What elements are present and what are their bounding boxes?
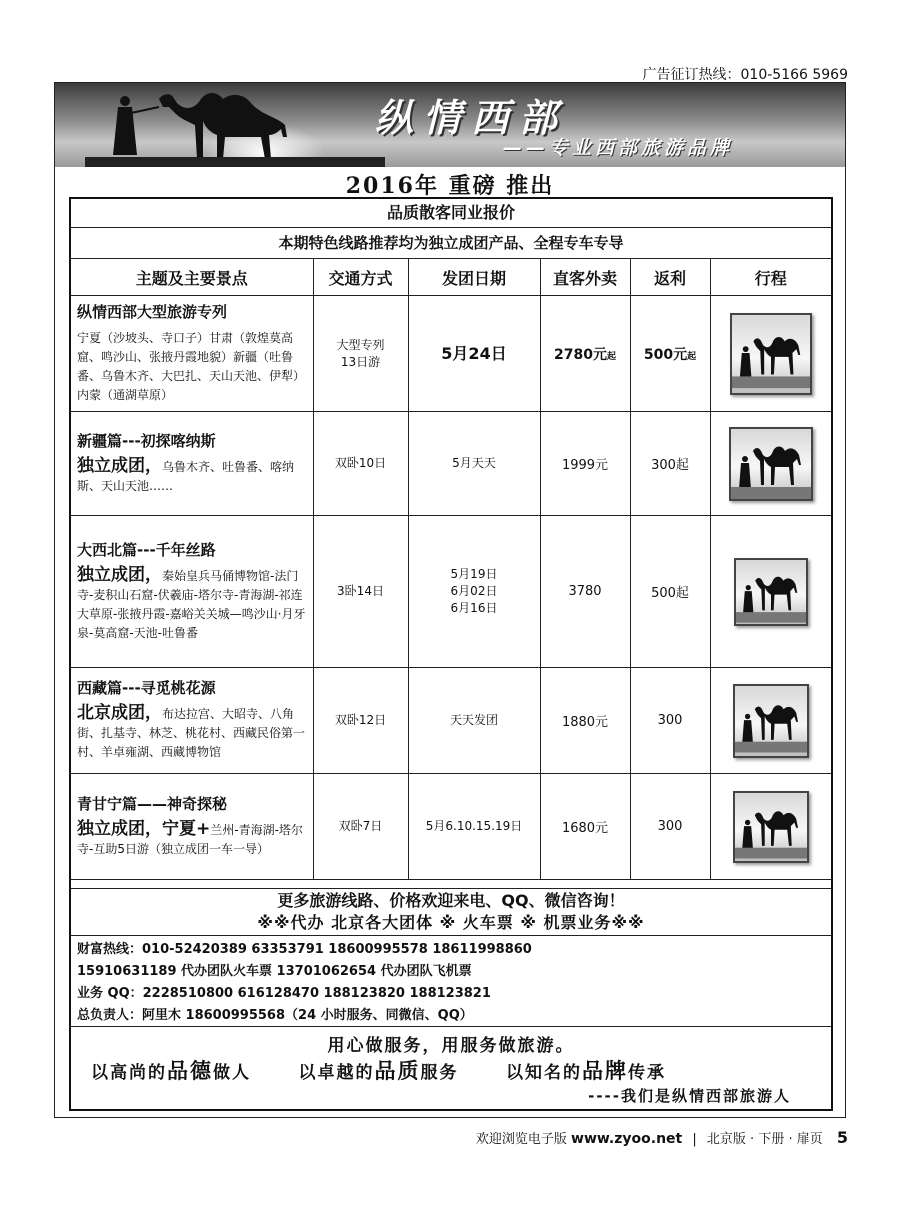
price-unit: 起 xyxy=(606,351,616,362)
route-theme-cell xyxy=(71,668,313,774)
route-theme-cell xyxy=(71,296,313,412)
itinerary-cell[interactable] xyxy=(710,668,831,774)
route-title: 新疆篇---初探喀纳斯 xyxy=(77,431,216,450)
camel-photo-icon xyxy=(734,558,808,626)
price-board xyxy=(69,197,833,1111)
rebate-cell xyxy=(630,516,710,668)
transport-cell xyxy=(313,668,408,774)
dates-cell xyxy=(408,668,540,774)
route-lead: 独立成团， xyxy=(77,455,162,476)
page-number: 5 xyxy=(836,1128,848,1147)
rebate-value: 300起 xyxy=(651,458,689,473)
column-header-theme: 主题及主要景点 xyxy=(71,259,313,296)
table-row xyxy=(71,516,831,668)
table-subtitle: 本期特色线路推荐均为独立成团产品、全程专车专导 xyxy=(71,228,831,259)
price-cell xyxy=(540,296,630,412)
dates-cell xyxy=(408,774,540,880)
table-header-row xyxy=(71,259,831,296)
departure-date: 5月6.10.15.19日 xyxy=(425,819,523,833)
contact-block xyxy=(77,939,825,1027)
price-cell xyxy=(540,516,630,668)
contact-line: 财富热线：010-52420389 63353791 18600995578 18611998860 xyxy=(77,942,532,957)
contact-line: 15910631189 代办团队火车票 13701062654 代办团队飞机票 xyxy=(77,964,472,979)
route-detail: 兰州-青海湖-塔尔寺-互助5日游（独立成团一车一导） xyxy=(77,822,303,856)
camel-caravan-silhouette-icon xyxy=(85,85,385,167)
itinerary-cell[interactable] xyxy=(710,516,831,668)
contact-line: 总负责人：阿里木 18600995568（24 小时服务、同微信、QQ） xyxy=(77,1008,473,1023)
route-title: 西藏篇---寻觅桃花源 xyxy=(77,679,216,697)
transport-cell xyxy=(313,516,408,668)
motto-block xyxy=(71,1026,831,1112)
column-header-dates: 发团日期 xyxy=(408,259,540,296)
column-header-price: 直客外卖 xyxy=(540,259,630,296)
transport-line: 3卧14日 xyxy=(337,584,384,598)
rebate-cell xyxy=(630,296,710,412)
route-detail: 布达拉宫、大昭寺、八角街、扎基寺、林芝、桃花村、西藏民俗第一村、羊卓雍湖、西藏博物馆 xyxy=(77,707,306,759)
motto-signature: ----我们是纵情西部旅游人 xyxy=(588,1087,791,1105)
itinerary-cell[interactable] xyxy=(710,774,831,880)
dates-cell xyxy=(408,516,540,668)
motto-text: 传承 xyxy=(628,1063,667,1083)
brand-name: 纵情西部 xyxy=(375,95,568,140)
rebate-value: 500起 xyxy=(651,586,689,601)
footer-edition: 北京版 · 下册 · 扉页 xyxy=(706,1132,823,1147)
table-row xyxy=(71,296,831,412)
route-lead: 独立成团， xyxy=(77,564,162,585)
transport-cell xyxy=(313,774,408,880)
ad-hotline: 广告征订热线：010-5166 5969 xyxy=(642,67,848,83)
route-title: 大西北篇---千年丝路 xyxy=(77,540,216,559)
table-row xyxy=(71,774,831,880)
footer-site-link[interactable]: www.zyoo.net xyxy=(571,1131,683,1147)
route-lead: 北京成团， xyxy=(77,703,162,723)
price-value: 1880元 xyxy=(561,715,609,730)
departure-date: 5月天天 xyxy=(452,456,496,470)
table-row xyxy=(71,412,831,516)
transport-line: 双卧10日 xyxy=(334,456,387,470)
cta-line-2: ※※代办 北京各大团体 ※ 火车票 ※ 机票业务※※ xyxy=(257,913,645,932)
banner xyxy=(55,83,845,167)
headline: 2016年 重磅 推出 xyxy=(345,173,555,199)
route-title: 纵情西部大型旅游专列 xyxy=(77,302,228,321)
footer-welcome: 欢迎浏览电子版 xyxy=(475,1132,567,1147)
price-value: 1999元 xyxy=(561,458,609,473)
rebate-value: 500元 xyxy=(643,346,688,363)
route-theme-cell xyxy=(71,774,313,880)
camel-photo-icon xyxy=(733,791,809,863)
price-cell xyxy=(540,774,630,880)
motto-keyword: 品德 xyxy=(167,1059,213,1083)
camel-photo-icon xyxy=(729,427,813,501)
camel-photo-icon xyxy=(733,684,809,758)
column-header-rebate: 返利 xyxy=(630,259,710,296)
transport-line: 大型专列 xyxy=(336,337,385,352)
advertisement-frame xyxy=(54,82,846,1118)
departure-date: 6月02日 xyxy=(450,584,498,598)
motto-text: 以高尚的 xyxy=(91,1063,167,1083)
departure-date: 5月19日 xyxy=(450,567,498,581)
transport-cell xyxy=(313,296,408,412)
table-row xyxy=(71,668,831,774)
transport-line: 13日游 xyxy=(340,354,381,369)
price-cell xyxy=(540,668,630,774)
motto-line-1: 用心做服务，用服务做旅游。 xyxy=(327,1036,575,1056)
dates-cell xyxy=(408,412,540,516)
price-value: 3780 xyxy=(568,584,602,599)
brand-slogan: ——专业西部旅游品牌 xyxy=(503,137,734,159)
transport-line: 双卧12日 xyxy=(334,713,387,727)
price-value: 2780元 xyxy=(554,346,607,363)
route-title: 青甘宁篇——神奇探秘 xyxy=(77,794,228,813)
rebate-unit: 起 xyxy=(687,351,697,362)
motto-keyword: 品质 xyxy=(374,1059,421,1083)
motto-text: 以卓越的 xyxy=(298,1063,375,1083)
cta-line-1: 更多旅游线路、价格欢迎来电、QQ、微信咨询！ xyxy=(277,891,625,910)
route-theme-cell xyxy=(71,412,313,516)
dates-cell xyxy=(408,296,540,412)
departure-date: 6月16日 xyxy=(450,601,498,615)
route-detail: 秦始皇兵马俑博物馆-法门寺-麦积山石窟-伏羲庙-塔尔寺-青海湖-祁连大草原-张掖丹霞-嘉峪关关城—鸣沙山·月牙泉-莫高窟-天池-吐鲁番 xyxy=(77,568,306,640)
motto-text: 做人 xyxy=(213,1063,251,1083)
itinerary-cell[interactable] xyxy=(710,412,831,516)
motto-text: 以知名的 xyxy=(506,1063,583,1083)
rebate-cell xyxy=(630,412,710,516)
transport-cell xyxy=(313,412,408,516)
route-theme-cell xyxy=(71,516,313,668)
route-lead: 独立成团，宁夏+ xyxy=(77,818,211,839)
route-detail: 乌鲁木齐、吐鲁番、喀纳斯、天山天池…… xyxy=(77,459,295,493)
departure-date: 天天发团 xyxy=(449,713,498,727)
price-value: 1680元 xyxy=(561,821,609,836)
rebate-value: 300 xyxy=(657,713,683,728)
rebate-cell xyxy=(630,668,710,774)
transport-line: 双卧7日 xyxy=(338,819,383,833)
routes-table xyxy=(71,259,831,880)
motto-text: 服务 xyxy=(420,1063,459,1083)
page-footer: 欢迎浏览电子版 www.zyoo.net | 北京版 · 下册 · 扉页 5 xyxy=(475,1128,848,1147)
rebate-cell xyxy=(630,774,710,880)
motto-keyword: 品牌 xyxy=(582,1059,629,1083)
table-title: 品质散客同业报价 xyxy=(71,199,831,228)
call-to-action xyxy=(71,888,831,936)
camel-photo-icon xyxy=(730,313,812,395)
price-cell xyxy=(540,412,630,516)
departure-date: 5月24日 xyxy=(441,344,507,363)
column-header-transport: 交通方式 xyxy=(313,259,408,296)
rebate-value: 300 xyxy=(657,819,683,834)
column-header-itinerary: 行程 xyxy=(710,259,831,296)
itinerary-cell[interactable] xyxy=(710,296,831,412)
contact-line: 业务 QQ：2228510800 616128470 188123820 188123821 xyxy=(77,986,491,1001)
route-detail: 宁夏（沙坡头、寺口子）甘肃（敦煌莫高窟、鸣沙山、张掖丹霞地貌）新疆（吐鲁番、乌鲁木齐、大巴扎、天山天池、伊犁）内蒙（通湖草原） xyxy=(77,330,306,402)
motto-line-2 xyxy=(91,1055,821,1085)
